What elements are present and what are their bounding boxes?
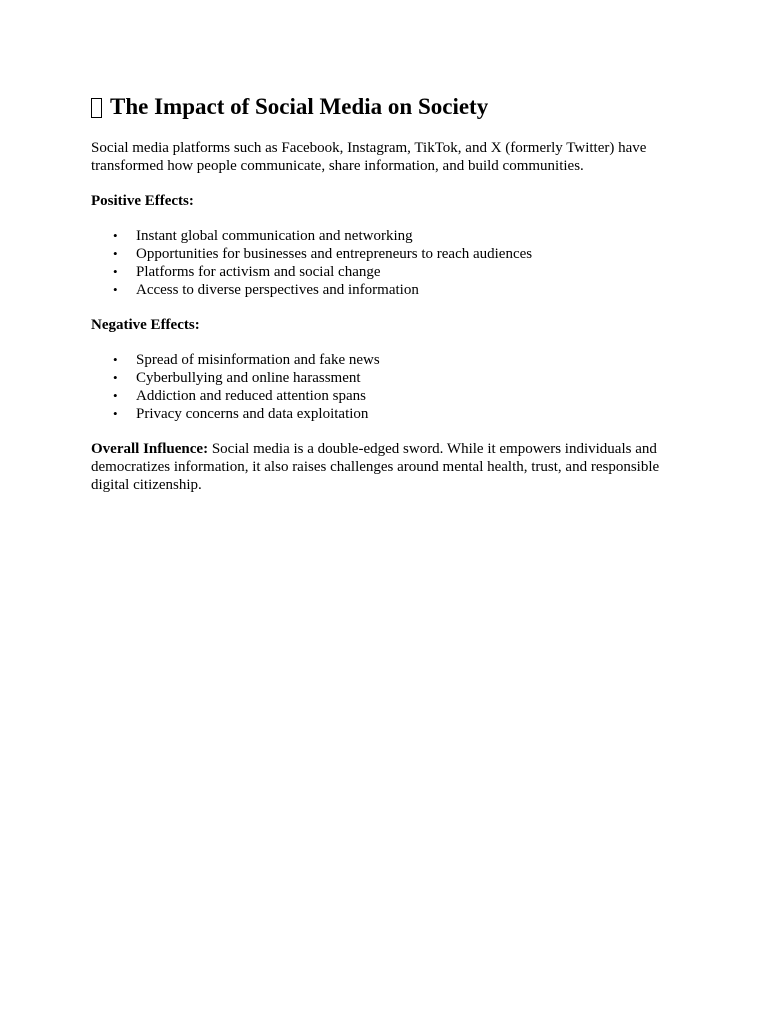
overall-influence-paragraph: [91, 440, 681, 494]
page-title: [91, 92, 681, 122]
list-item: • Spread of misinformation and fake news: [136, 351, 681, 369]
negative-effects-list: [91, 351, 681, 423]
overall-influence-text: Social media is a double-edged sword. While it empowers individuals and democratizes information, it also raises challenges around mental health, trust, and responsible digital citizenship.: [91, 441, 660, 493]
list-item: • Instant global communication and networking: [136, 227, 681, 245]
page-title-text: The Impact of Social Media on Society: [110, 94, 489, 119]
positive-effects-list: [91, 227, 681, 299]
list-item: • Access to diverse perspectives and information: [136, 281, 681, 299]
negative-effects-heading: Negative Effects:: [91, 317, 200, 333]
list-item: • Cyberbullying and online harassment: [136, 369, 681, 387]
list-item: • Privacy concerns and data exploitation: [136, 405, 681, 423]
list-item: • Platforms for activism and social change: [136, 263, 681, 281]
overall-influence-label: Overall Influence:: [91, 441, 209, 457]
intro-paragraph: Social media platforms such as Facebook, Instagram, TikTok, and X (formerly Twitter) have transformed how people communicate, share information, and build communities.: [91, 140, 647, 174]
document-page: [91, 92, 681, 494]
positive-effects-heading: Positive Effects:: [91, 193, 194, 209]
missing-glyph-icon: [91, 98, 102, 118]
list-item: • Addiction and reduced attention spans: [136, 387, 681, 405]
list-item: • Opportunities for businesses and entrepreneurs to reach audiences: [136, 245, 681, 263]
